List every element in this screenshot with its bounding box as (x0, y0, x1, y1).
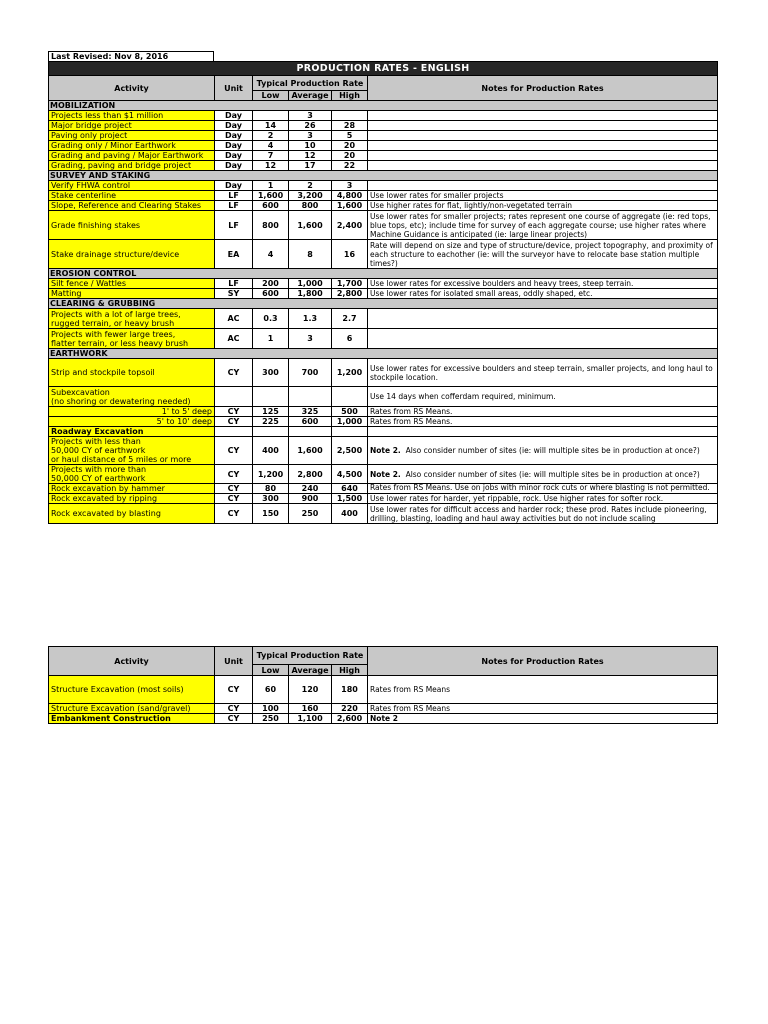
table-row: Structure Excavation (sand/gravel) CY 100 160 220 Rates from RS Means (49, 704, 718, 714)
col-header-unit: Unit (215, 76, 253, 101)
table-row: Embankment Construction CY 250 1,100 2,600 Note 2 (49, 714, 718, 724)
col-header-high: High (332, 91, 368, 101)
col-header-activity: Activity (49, 647, 215, 676)
table-row: Matting SY 600 1,800 2,800 Use lower rates for isolated small areas, oddly shaped, etc. (49, 289, 718, 299)
section-earthwork: EARTHWORK (49, 349, 718, 359)
col-header-activity: Activity (49, 76, 215, 101)
col-header-low: Low (253, 665, 289, 676)
last-revised-label: Last Revised: Nov 8, 2016 (48, 51, 214, 63)
table-row: Rock excavated by ripping CY 300 900 1,500 Use lower rates for harder, yet rippable, rock. Use higher rates for softer rock. (49, 494, 718, 504)
table-row: Projects with less than 50,000 CY of earthwork or haul distance of 5 miles or more CY 400 1,600 2,500 Note 2. Also consider number of sites (ie: will multiple sites be in production at once?) (49, 437, 718, 465)
table-row: Stake centerline LF 1,600 3,200 4,800 Use lower rates for smaller projects (49, 191, 718, 201)
structure-excavation-table (48, 646, 717, 724)
table-row: Rock excavated by blasting CY 150 250 400 Use lower rates for difficult access and harder rock; these prod. Rates include pioneering, drilling, blasting, loading and haul away activities but do not include scaling (49, 504, 718, 524)
col-header-notes: Notes for Production Rates (368, 76, 718, 101)
section-erosion: EROSION CONTROL (49, 269, 718, 279)
table-row: 1' to 5' deep CY 125 325 500 Rates from RS Means. (49, 407, 718, 417)
col-header-rate: Typical Production Rate (253, 647, 368, 665)
table-row: Grading and paving / Major Earthwork Day 7 12 20 (49, 151, 718, 161)
col-header-average: Average (289, 91, 332, 101)
col-header-unit: Unit (215, 647, 253, 676)
section-mobilization: MOBILIZATION (49, 101, 718, 111)
table-row: Silt fence / Wattles LF 200 1,000 1,700 Use lower rates for excessive boulders and heavy trees, steep terrain. (49, 279, 718, 289)
table-row: 5' to 10' deep CY 225 600 1,000 Rates from RS Means. (49, 417, 718, 427)
section-clearing: CLEARING & GRUBBING (49, 299, 718, 309)
section-survey: SURVEY AND STAKING (49, 171, 718, 181)
col-header-notes: Notes for Production Rates (368, 647, 718, 676)
table-row: Structure Excavation (most soils) CY 60 120 180 Rates from RS Means (49, 676, 718, 704)
table-row: Grade finishing stakes LF 800 1,600 2,400 Use lower rates for smaller projects; rates represent one course of aggregate (ie: red tops, blue tops, etc); include time for survey of each aggregate course; use higher rates where Machine Guidance is anticipated (ie: large linear projects) (49, 211, 718, 240)
table-row: Paving only project Day 2 3 5 (49, 131, 718, 141)
table-row: Projects with more than 50,000 CY of earthwork CY 1,200 2,800 4,500 Note 2. Also consider number of sites (ie: will multiple sites be in production at once?) (49, 465, 718, 484)
table-row: Strip and stockpile topsoil CY 300 700 1,200 Use lower rates for excessive boulders and steep terrain, smaller projects, and long haul to stockpile location. (49, 359, 718, 387)
col-header-rate: Typical Production Rate (253, 76, 368, 91)
table-row: Grading, paving and bridge project Day 12 17 22 (49, 161, 718, 171)
production-rates-table (48, 61, 717, 524)
table-row: Verify FHWA control Day 1 2 3 (49, 181, 718, 191)
table-row: Slope, Reference and Clearing Stakes LF 600 800 1,600 Use higher rates for flat, lightly/non-vegetated terrain (49, 201, 718, 211)
section-roadway: Roadway Excavation (49, 427, 215, 437)
sheet-title: PRODUCTION RATES - ENGLISH (49, 62, 718, 76)
table-row: Stake drainage structure/device EA 4 8 16 Rate will depend on size and type of structure/device, project topography, and proximity of each structure to eachother (ie: will the surveyor have to relocate base station multiple times?) (49, 240, 718, 269)
table-row: Rock excavation by hammer CY 80 240 640 Rates from RS Means. Use on jobs with minor rock cuts or where blasting is not permitted. (49, 484, 718, 494)
col-header-average: Average (289, 665, 332, 676)
table-row: Projects less than $1 million Day 3 (49, 111, 718, 121)
table-row: Grading only / Minor Earthwork Day 4 10 20 (49, 141, 718, 151)
col-header-high: High (332, 665, 368, 676)
table-row: Major bridge project Day 14 26 28 (49, 121, 718, 131)
table-row: Subexcavation (no shoring or dewatering needed) Use 14 days when cofferdam required, minimum. (49, 387, 718, 407)
col-header-low: Low (253, 91, 289, 101)
table-row: Projects with a lot of large trees, rugged terrain, or heavy brush AC 0.3 1.3 2.7 (49, 309, 718, 329)
table-row: Projects with fewer large trees, flatter terrain, or less heavy brush AC 1 3 6 (49, 329, 718, 349)
